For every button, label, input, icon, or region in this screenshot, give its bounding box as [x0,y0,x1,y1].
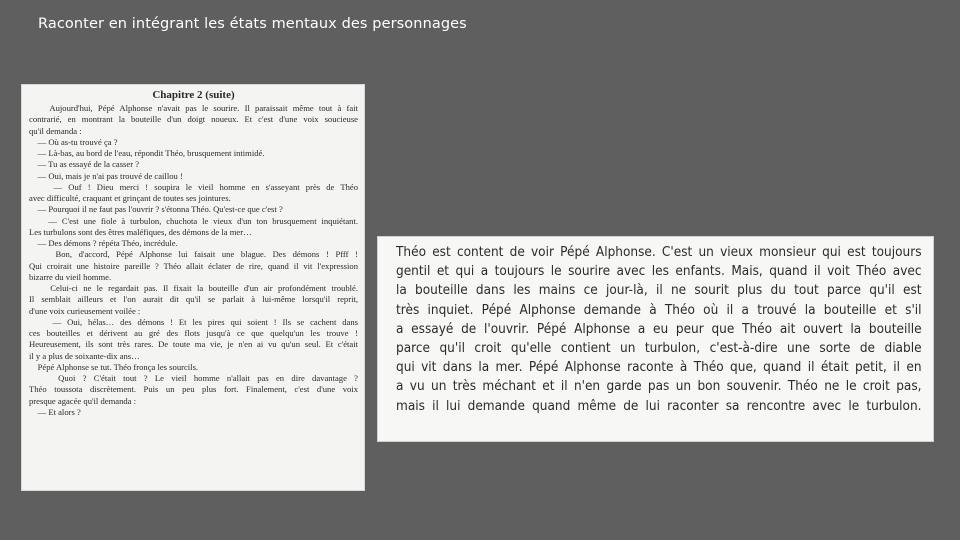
book-text-line: avec difficulté, craquant et grinçant de toutes ses jointures. [29,193,231,203]
book-text-line: — C'est une fiole à turbulon, chuchota le vieux d'un ton brusquement inquiétant. [29,215,358,226]
book-text-line: Les turbulons sont des êtres maléfiques, des démons de la mer… [29,226,252,237]
book-text-line: — Des démons ? répéta Théo, incrédule. [29,238,178,248]
summary-text-line: qui vit dans la mer. Pépé Alphonse raconte à Théo que, quand il était petit, il en [396,360,922,376]
book-text-line: Théo toussota discrètement. Puis un peu plus fort. Finalement, c'est d'une voix [29,384,358,395]
book-text-line: Aujourd'hui, Pépé Alphonse n'avait pas le sourire. Il paraissait même tout à fait [29,103,358,113]
book-text-line: contrarié, en montrant la bouteille d'un doigt noueux. Et c'est d'une voix soucieuse [29,114,358,125]
book-text-line: il y a plus de soixante-dix ans… [29,350,140,361]
summary-text-line: très inquiet. Pépé Alphonse demande à Théo où il a trouvé la bouteille et s'il [396,302,922,318]
book-text-line: ces bouteilles et dérivent au gré des flots jusqu'à ce que quelqu'un les trouve ! [29,328,358,338]
book-text-line: Qui croirait une histoire pareille ? Théo allait éclater de rire, quand il vit l'expression [29,260,358,271]
book-text-line: — Oui, mais je n'ai pas trouvé de caillou ! [29,170,183,181]
book-text-line: Quoi ? C'était tout ? Le vieil homme n'allait pas en dire davantage ? [29,373,358,383]
summary-text-line: mais il lui demande quand même de lui raconter sa rencontre avec le turbulon. [396,398,922,414]
book-text-line: d'une voix curieusement voilée : [29,305,141,316]
summary-text-line: parce qu'il croit qu'elle contient un turbulon, c'est-à-dire une sorte de diable [396,341,922,357]
book-page-scan [21,84,365,491]
book-text-line: Heureusement, ils sont très rares. De toute ma vie, je n'en ai vu qu'un seul. Et c'était [29,339,358,350]
book-text-line: — Et alors ? [29,406,81,417]
summary-text-line: a essayé de l'ouvrir. Pépé Alphonse a eu peur que Théo ait ouvert la bouteille [396,321,922,337]
book-text-line: Il semblait ailleurs et l'on aurait dit qu'il se parlait à lui-même lorsqu'il reprit, [29,294,358,305]
book-text-lines [29,103,358,418]
summary-text-line: a vu un très méchant et il n'en garde pas un bon souvenir. Théo ne le croit pas, [396,379,922,395]
book-text-line: presque agacée qu'il demanda : [29,395,137,406]
summary-text-line: la bouteille dans les mains ce jour-là, il ne sourit plus du tout parce qu'il est [396,283,922,299]
book-text-line: qu'il demanda : [29,125,82,136]
summary-text-line: gentil et qui a toujours le sourire avec les enfants. Mais, quand il voit Théo avec [396,264,922,280]
summary-text-scan [377,236,934,442]
chapter-title: Chapitre 2 (suite) [152,89,235,101]
book-text-line: Pépé Alphonse se tut. Théo fronça les sourcils. [29,361,199,372]
book-text-line: — Ouf ! Dieu merci ! soupira le vieil homme en s'asseyant près de Théo [29,181,358,192]
book-text-line: bizarre du vieil homme. [29,271,112,282]
book-text-line: — Tu as essayé de la casser ? [29,159,140,170]
book-text-line: — Là-bas, au bord de l'eau, répondit Théo, brusquement intimidé. [29,148,265,158]
book-text-line: — Pourquoi il ne faut pas l'ouvrir ? s'étonna Théo. Qu'est-ce que c'est ? [29,204,283,215]
book-text-line: — Oui, hélas… des démons ! Et les pires qui soient ! Ils se cachent dans [29,316,358,327]
book-text-line: — Où as-tu trouvé ça ? [29,136,118,147]
slide-title: Raconter en intégrant les états mentaux des personnages [38,16,467,32]
book-text-line: Celui-ci ne le regardait pas. Il fixait la bouteille d'un air profondément troublé. [29,283,358,293]
summary-text-line: Théo est content de voir Pépé Alphonse. C'est un vieux monsieur qui est toujours [396,245,922,260]
book-text-line: Bon, d'accord, Pépé Alphonse lui faisait une blague. Des démons ! Pfff ! [29,249,358,260]
